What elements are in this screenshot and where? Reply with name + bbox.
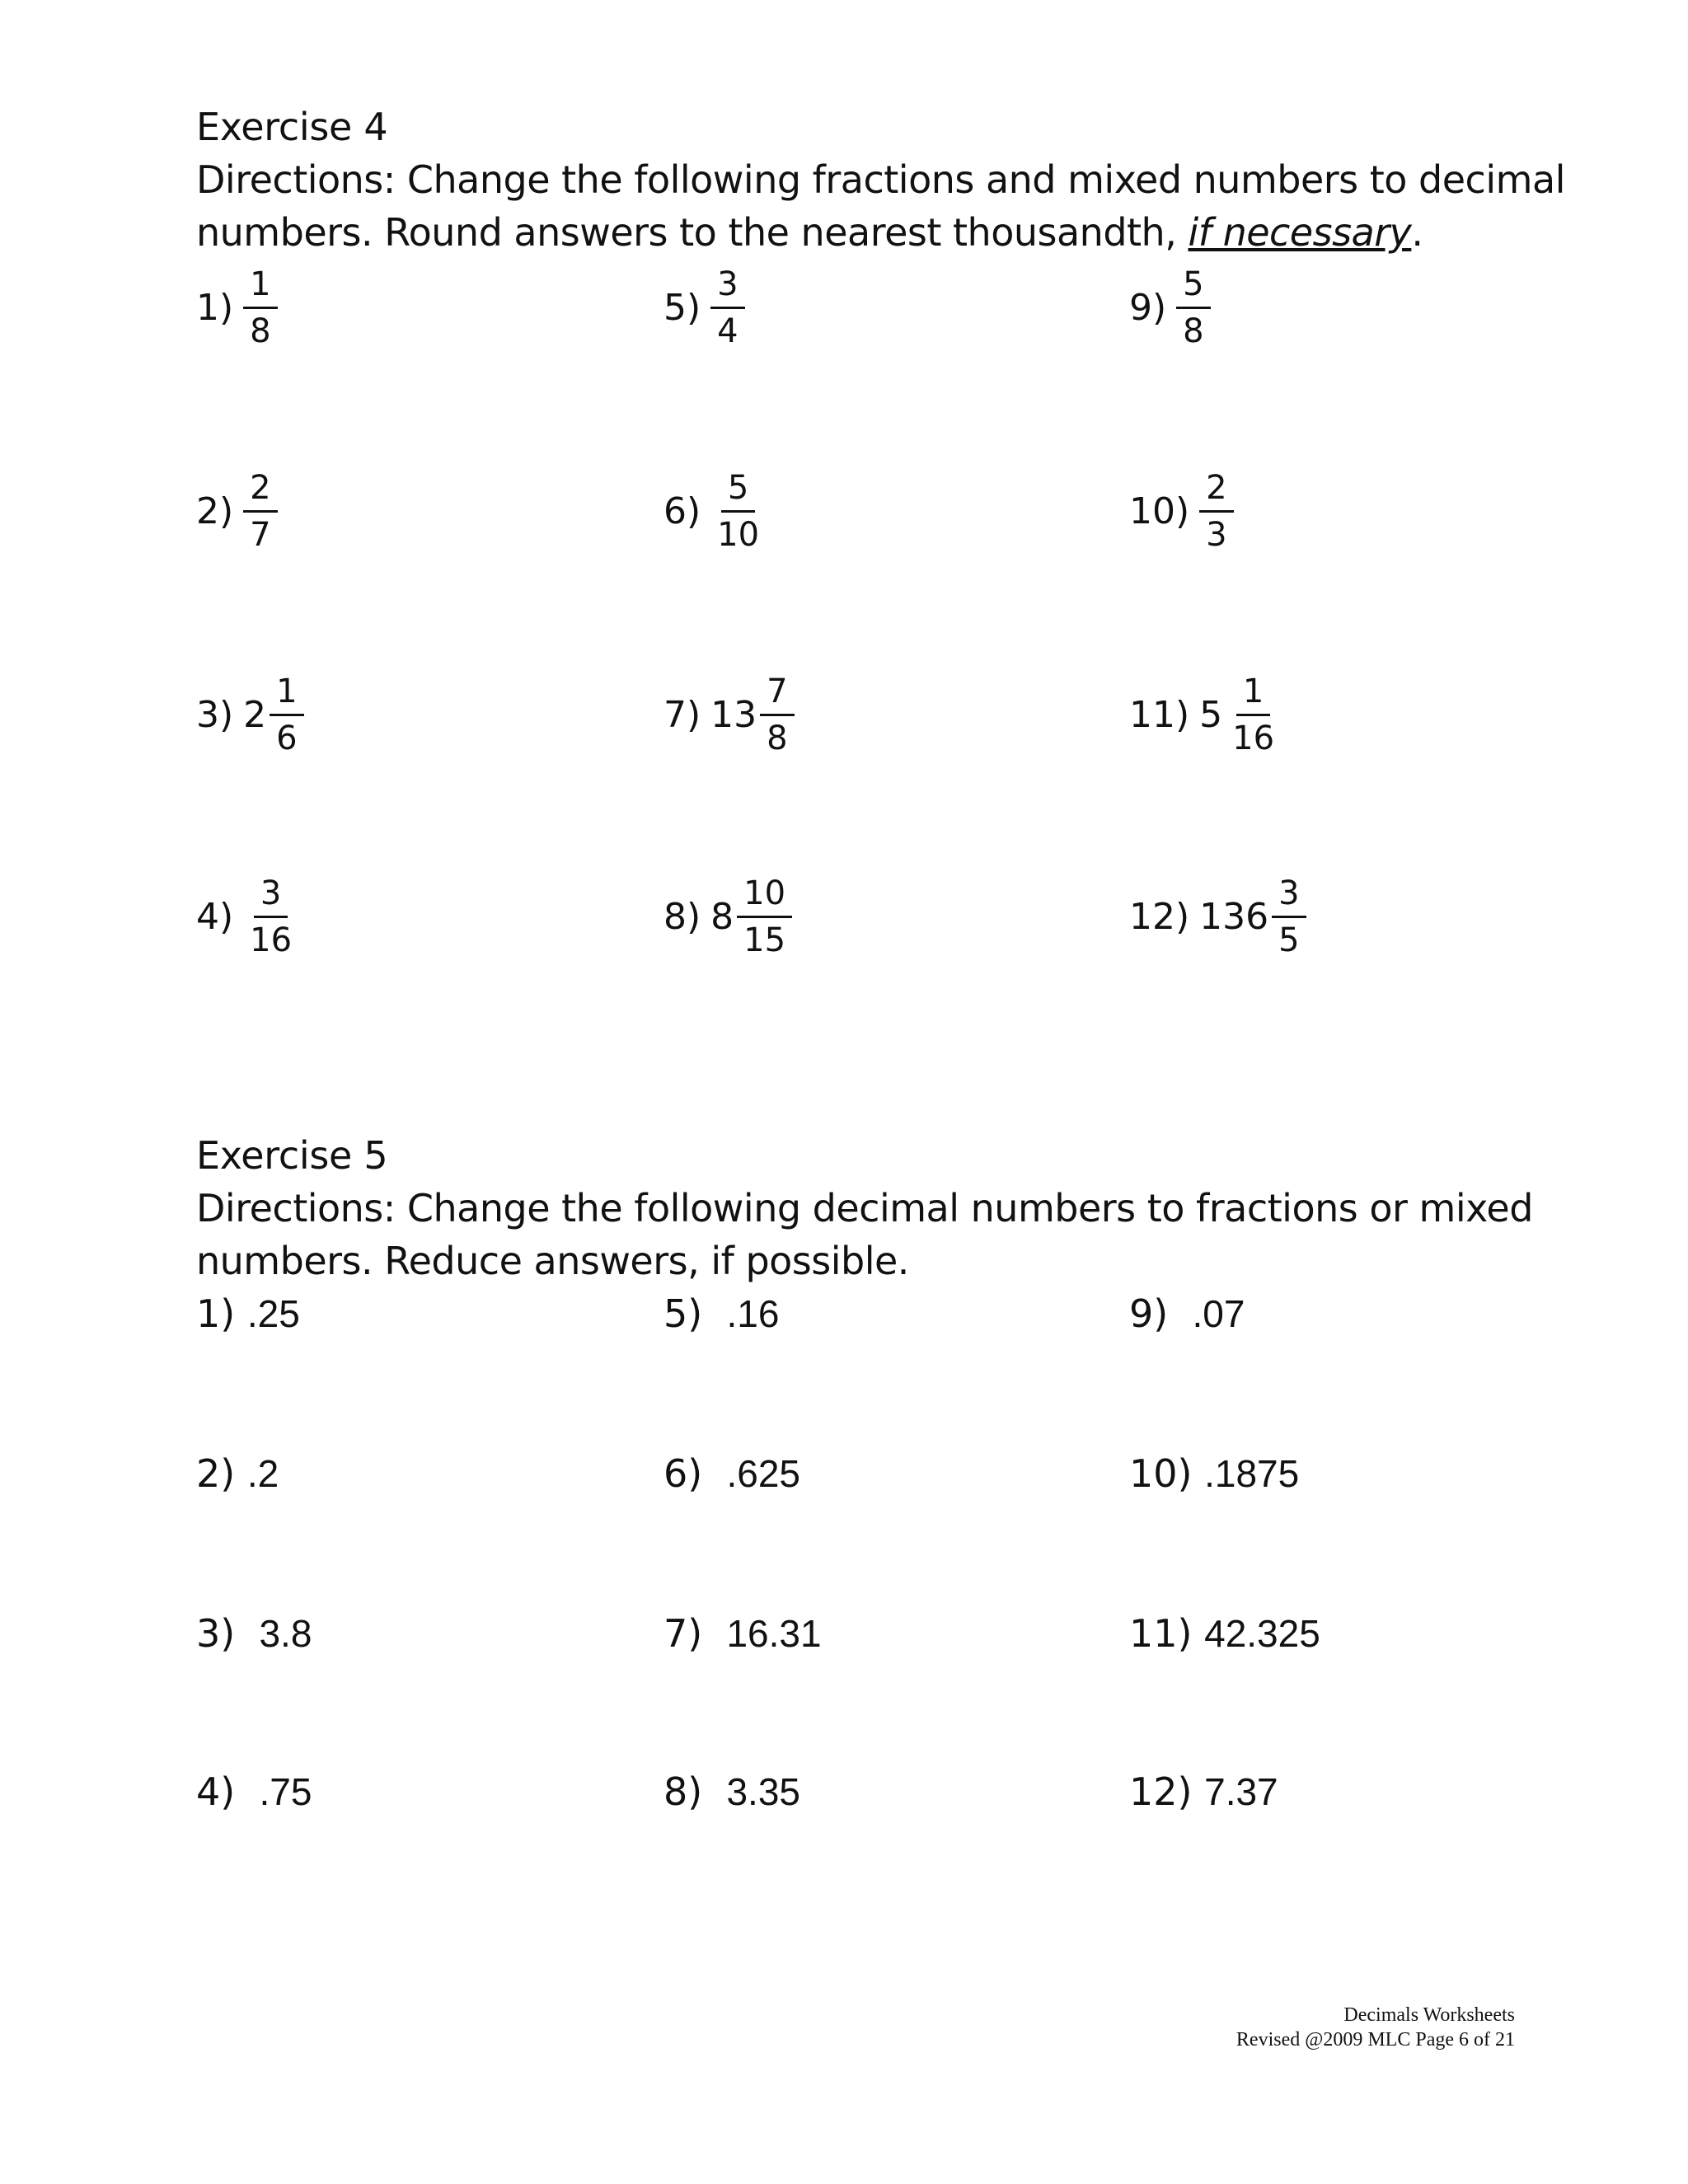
ex5-problem-1 xyxy=(196,1287,300,1340)
decimal-value: 42.325 xyxy=(1204,1612,1320,1655)
problem-number: 2) xyxy=(196,1451,236,1496)
exercise5-directions-line2: numbers. Reduce answers, if possible. xyxy=(196,1239,909,1283)
problem-number: 5) xyxy=(663,1291,703,1336)
exercise5-directions-line1: Directions: Change the following decimal numbers to fractions or mixed xyxy=(196,1186,1533,1230)
numerator: 5 xyxy=(1176,265,1210,309)
fraction xyxy=(270,673,303,757)
numerator: 1 xyxy=(1236,673,1270,716)
ex4-problem-3 xyxy=(196,665,304,764)
denominator: 5 xyxy=(1278,921,1300,959)
ex4-problem-8 xyxy=(663,867,792,966)
problem-number: 12) xyxy=(1129,1769,1193,1814)
denominator: 16 xyxy=(250,921,293,959)
denominator: 3 xyxy=(1206,515,1227,554)
ex4-problem-9 xyxy=(1129,258,1211,357)
problem-number: 10) xyxy=(1129,1451,1193,1496)
footer-title: Decimals Worksheets xyxy=(1343,2004,1515,2026)
decimal-value: .1875 xyxy=(1204,1452,1300,1495)
problem-number: 9) xyxy=(1129,286,1167,329)
fraction xyxy=(1176,265,1210,350)
numerator: 1 xyxy=(243,265,277,309)
problem-number: 7) xyxy=(663,1611,703,1656)
denominator: 8 xyxy=(250,312,271,350)
exercise4-directions-text: numbers. Round answers to the nearest thousandth, xyxy=(196,210,1189,255)
fraction xyxy=(1199,469,1233,554)
denominator: 6 xyxy=(276,719,298,757)
denominator: 7 xyxy=(250,515,271,554)
exercise4-title: Exercise 4 xyxy=(196,105,388,149)
denominator: 4 xyxy=(717,312,738,350)
fraction xyxy=(760,673,794,757)
problem-number: 1) xyxy=(196,1291,236,1336)
problem-number: 6) xyxy=(663,490,701,532)
problem-number: 8) xyxy=(663,895,701,938)
ex4-problem-10 xyxy=(1129,462,1234,560)
ex5-problem-2 xyxy=(196,1447,279,1500)
numerator: 3 xyxy=(710,265,744,309)
decimal-value: 16.31 xyxy=(726,1612,822,1655)
denominator: 8 xyxy=(767,719,788,757)
ex4-problem-6 xyxy=(663,462,766,560)
exercise4-directions-period: . xyxy=(1411,210,1423,255)
problem-number: 4) xyxy=(196,1769,236,1814)
ex5-problem-3 xyxy=(196,1607,312,1660)
denominator: 8 xyxy=(1183,312,1204,350)
ex4-problem-5 xyxy=(663,258,745,357)
ex4-problem-1 xyxy=(196,258,278,357)
fraction xyxy=(1226,673,1281,757)
whole-number: 8 xyxy=(710,895,734,938)
fraction xyxy=(737,874,792,959)
problem-number: 11) xyxy=(1129,693,1190,736)
whole-number: 5 xyxy=(1199,693,1223,736)
decimal-value: .07 xyxy=(1192,1292,1245,1335)
ex4-problem-2 xyxy=(196,462,278,560)
decimal-value: .25 xyxy=(246,1292,300,1335)
ex4-problem-4 xyxy=(196,867,298,966)
whole-number: 13 xyxy=(710,693,757,736)
numerator: 7 xyxy=(760,673,794,716)
footer-page-info: Revised @2009 MLC Page 6 of 21 xyxy=(1236,2029,1515,2050)
decimal-value: 3.8 xyxy=(259,1612,312,1655)
numerator: 2 xyxy=(243,469,277,513)
problem-number: 5) xyxy=(663,286,701,329)
numerator: 10 xyxy=(737,874,792,918)
fraction xyxy=(243,874,298,959)
denominator: 10 xyxy=(717,515,760,554)
decimal-value: 7.37 xyxy=(1204,1770,1278,1813)
ex5-problem-6 xyxy=(663,1447,800,1500)
problem-number: 2) xyxy=(196,490,234,532)
decimal-value: .2 xyxy=(246,1452,279,1495)
problem-number: 12) xyxy=(1129,895,1190,938)
exercise4-directions-line2 xyxy=(196,206,1423,259)
numerator: 2 xyxy=(1199,469,1233,513)
problem-number: 8) xyxy=(663,1769,703,1814)
ex4-problem-12 xyxy=(1129,867,1306,966)
ex5-problem-12 xyxy=(1129,1765,1278,1818)
problem-number: 10) xyxy=(1129,490,1190,532)
problem-number: 6) xyxy=(663,1451,703,1496)
problem-number: 9) xyxy=(1129,1291,1169,1336)
problem-number: 3) xyxy=(196,693,234,736)
exercise5-title: Exercise 5 xyxy=(196,1133,388,1178)
whole-number: 136 xyxy=(1199,895,1269,938)
denominator: 16 xyxy=(1232,719,1275,757)
decimal-value: .16 xyxy=(726,1292,780,1335)
ex5-problem-9 xyxy=(1129,1287,1245,1340)
ex5-problem-8 xyxy=(663,1765,800,1818)
problem-number: 1) xyxy=(196,286,234,329)
ex5-problem-7 xyxy=(663,1607,822,1660)
decimal-value: .625 xyxy=(726,1452,800,1495)
ex4-problem-11 xyxy=(1129,665,1281,764)
fraction xyxy=(243,469,277,554)
fraction xyxy=(710,265,744,350)
exercise4-directions-emphasis: if necessary xyxy=(1188,210,1412,255)
decimal-value: 3.35 xyxy=(726,1770,800,1813)
footer xyxy=(1236,2003,1515,2052)
ex5-problem-11 xyxy=(1129,1607,1320,1660)
ex4-problem-7 xyxy=(663,665,795,764)
decimal-value: .75 xyxy=(259,1770,312,1813)
denominator: 15 xyxy=(743,921,786,959)
numerator: 3 xyxy=(1272,874,1306,918)
numerator: 5 xyxy=(721,469,755,513)
fraction xyxy=(1272,874,1306,959)
fraction xyxy=(710,469,766,554)
whole-number: 2 xyxy=(243,693,267,736)
ex5-problem-10 xyxy=(1129,1447,1299,1500)
ex5-problem-4 xyxy=(196,1765,312,1818)
fraction xyxy=(243,265,277,350)
numerator: 1 xyxy=(270,673,303,716)
problem-number: 11) xyxy=(1129,1611,1193,1656)
exercise4-directions-line1: Directions: Change the following fractions and mixed numbers to decimal xyxy=(196,157,1565,202)
problem-number: 7) xyxy=(663,693,701,736)
problem-number: 3) xyxy=(196,1611,236,1656)
numerator: 3 xyxy=(254,874,288,918)
ex5-problem-5 xyxy=(663,1287,779,1340)
problem-number: 4) xyxy=(196,895,234,938)
